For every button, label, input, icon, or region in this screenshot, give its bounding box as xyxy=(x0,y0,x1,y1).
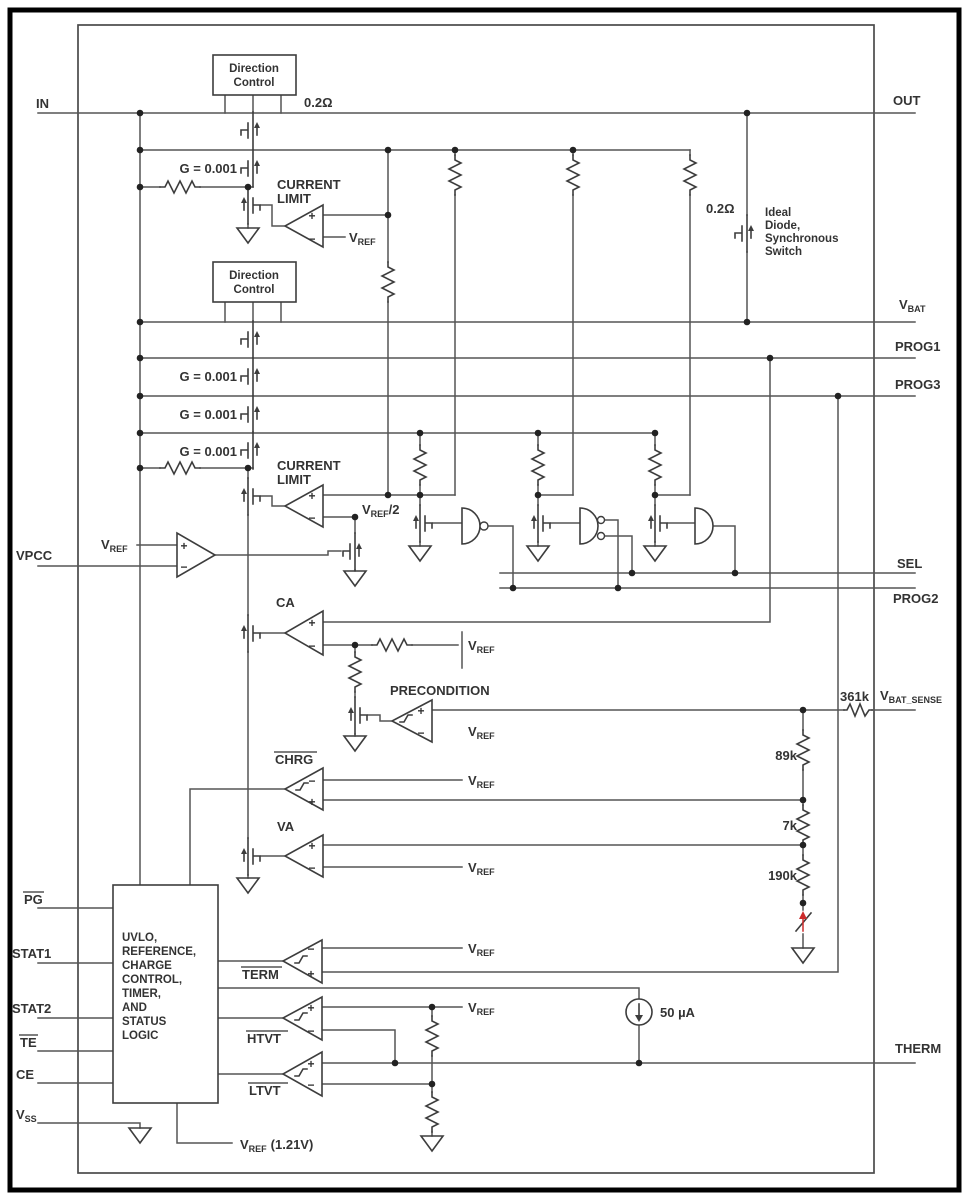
ideal-diode-label: Synchronous xyxy=(765,233,839,245)
gain-label: G = 0.001 xyxy=(179,369,237,384)
mosfet-icon xyxy=(531,505,550,542)
inverter-bubble-icon xyxy=(598,517,605,524)
mosfet-icon xyxy=(241,396,260,433)
minus-sign: − xyxy=(307,1078,315,1092)
pin-label-ce: CE xyxy=(16,1067,35,1082)
ca-amplifier xyxy=(285,611,323,655)
ground-icon xyxy=(344,736,366,751)
junction-dots xyxy=(137,110,842,1088)
va-amplifier xyxy=(285,835,323,877)
pin-label-prog3: PROG3 xyxy=(895,377,941,392)
va-label: VA xyxy=(277,819,295,834)
resistor-icon xyxy=(684,155,696,195)
plus-sign: + xyxy=(417,704,425,718)
ideal-diode-label: Ideal xyxy=(765,207,792,219)
resistor-icon xyxy=(372,639,412,651)
ground-icon xyxy=(527,546,549,561)
pin-label-sel: SEL xyxy=(897,556,923,571)
vss-ground-icon xyxy=(129,1128,151,1143)
plus-sign: + xyxy=(180,539,188,553)
direction-control-label: Direction xyxy=(229,270,279,282)
direction-control-label: Control xyxy=(233,284,275,296)
resistor-icon xyxy=(414,445,426,485)
pin-label-te: TE xyxy=(20,1035,37,1050)
resistor-89k-value: 89k xyxy=(775,748,797,763)
sense-resistor-value: 0.2Ω xyxy=(304,95,333,110)
gain-label: G = 0.001 xyxy=(179,444,237,459)
minus-sign: − xyxy=(417,726,425,740)
chrg-label: CHRG xyxy=(275,752,314,767)
plus-sign: + xyxy=(308,616,316,630)
ground-icon xyxy=(644,546,666,561)
current-limit-label: CURRENT xyxy=(277,177,341,192)
precondition-label: PRECONDITION xyxy=(390,683,490,698)
mosfet-icon xyxy=(241,478,260,515)
vref-label: $V_{REF}$ xyxy=(468,941,495,958)
mosfet-icon xyxy=(413,505,432,542)
ground-icon xyxy=(344,571,366,586)
pin-label-pg: PG xyxy=(24,892,43,907)
block-text: AND xyxy=(122,1002,147,1014)
vref-label: $V_{REF}$ xyxy=(349,230,376,247)
vref-label: $V_{REF}$ xyxy=(101,537,128,554)
ltvt-label: LTVT xyxy=(249,1083,281,1098)
resistor-361k-value: 361k xyxy=(840,689,869,704)
ltvt-comparator xyxy=(283,1052,322,1096)
block-text: LOGIC xyxy=(122,1030,159,1042)
pin-label-stat1: STAT1 xyxy=(12,946,52,961)
current-limit-amp-2 xyxy=(285,485,323,527)
minus-sign: − xyxy=(180,560,188,574)
resistor-icon xyxy=(160,462,200,474)
gain-label: G = 0.001 xyxy=(179,161,237,176)
mosfet-icon xyxy=(241,187,260,224)
current-limit-label: CURRENT xyxy=(277,458,341,473)
htvt-comparator xyxy=(283,997,322,1040)
resistor-icon xyxy=(382,262,394,302)
direction-control-label: Control xyxy=(233,77,275,89)
ground-icon xyxy=(237,878,259,893)
direction-control-box-1 xyxy=(213,55,296,95)
term-comparator xyxy=(283,940,322,983)
pin-label-out: OUT xyxy=(893,93,921,108)
mosfet-icon xyxy=(241,615,260,652)
mosfet-icon xyxy=(241,150,260,187)
plus-sign: + xyxy=(308,795,316,809)
current-limit-label: LIMIT xyxy=(277,191,311,206)
plus-sign: + xyxy=(307,1057,315,1071)
resistor-361k-icon xyxy=(844,704,872,716)
direction-control-box-2 xyxy=(213,262,296,302)
ground-icon xyxy=(792,948,814,963)
plus-sign: + xyxy=(307,967,315,981)
pin-label-prog1: PROG1 xyxy=(895,339,941,354)
ideal-diode-mosfet-icon xyxy=(735,215,754,252)
term-label: TERM xyxy=(242,967,279,982)
htvt-label: HTVT xyxy=(247,1031,281,1046)
current-source-value: 50 µA xyxy=(660,1005,695,1020)
mosfet-icon xyxy=(241,838,260,875)
block-text: UVLO, xyxy=(122,932,158,944)
direction-control-label: Direction xyxy=(229,63,279,75)
mosfet-icon xyxy=(648,505,667,542)
vref-label: $V_{REF}$ xyxy=(468,773,495,790)
mosfet-icon xyxy=(241,432,260,469)
and-gate-2 xyxy=(580,508,598,544)
resistor-icon xyxy=(532,445,544,485)
resistor-icon xyxy=(349,652,361,692)
plus-sign: + xyxy=(308,839,316,853)
mosfet-icon xyxy=(241,321,260,358)
resistor-7k-icon xyxy=(797,805,809,845)
ground-icon xyxy=(237,228,259,243)
block-text: REFERENCE, xyxy=(122,946,197,958)
inverter-bubble-icon xyxy=(480,522,488,530)
minus-sign: − xyxy=(308,774,316,788)
ideal-diode-label: Diode, xyxy=(765,220,801,232)
vref-label: $V_{REF}$ xyxy=(468,724,495,741)
vref-label: $V_{REF}$ xyxy=(468,1000,495,1017)
block-text: CONTROL, xyxy=(122,974,183,986)
switch-icon xyxy=(796,911,811,931)
current-source-icon xyxy=(626,999,652,1025)
plus-sign: + xyxy=(308,489,316,503)
minus-sign: − xyxy=(308,232,316,246)
vref-label: $V_{REF}$ xyxy=(468,860,495,877)
minus-sign: − xyxy=(308,511,316,525)
minus-sign: − xyxy=(307,942,315,956)
current-limit-amp-1 xyxy=(285,205,323,247)
and-gate-1 xyxy=(462,508,480,544)
resistor-icon xyxy=(567,155,579,195)
mosfet-icon xyxy=(241,112,260,149)
pin-label-vbat: $V_{BAT}$ xyxy=(899,297,926,314)
minus-sign: − xyxy=(307,1024,315,1038)
block-text: TIMER, xyxy=(122,988,161,1000)
and-gate-3 xyxy=(695,508,713,544)
precondition-comparator xyxy=(392,700,432,742)
minus-sign: − xyxy=(308,861,316,875)
resistor-icon xyxy=(426,1092,438,1132)
ideal-diode-label: Switch xyxy=(765,246,803,258)
current-limit-label: LIMIT xyxy=(277,472,311,487)
block-text: CHARGE xyxy=(122,960,172,972)
ca-label: CA xyxy=(276,595,295,610)
pin-label-vpcc: VPCC xyxy=(16,548,53,563)
pin-label-vbat-sense: $V_{BAT\_SENSE}$ xyxy=(880,688,943,705)
ground-icon xyxy=(409,546,431,561)
resistor-7k-value: 7k xyxy=(782,818,797,833)
resistor-89k-icon xyxy=(797,730,809,770)
resistor-icon xyxy=(649,445,661,485)
vref-half-label: $V_{REF}/2$ xyxy=(362,502,400,519)
chrg-comparator xyxy=(285,768,323,810)
pin-label-stat2: STAT2 xyxy=(12,1001,52,1016)
plus-sign: + xyxy=(307,1001,315,1015)
vref-121-label: $V_{REF}$ (1.21V) xyxy=(240,1137,314,1154)
pin-label-prog2: PROG2 xyxy=(893,591,939,606)
minus-sign: − xyxy=(308,639,316,653)
pin-label-in: IN xyxy=(36,96,49,111)
ground-icon xyxy=(421,1136,443,1151)
mosfet-icon xyxy=(241,358,260,395)
block-text: STATUS xyxy=(122,1016,167,1028)
resistor-icon xyxy=(449,155,461,195)
pin-label-therm: THERM xyxy=(895,1041,942,1056)
resistor-190k-value: 190k xyxy=(768,868,797,883)
plus-sign: + xyxy=(308,209,316,223)
mosfet-icon xyxy=(348,697,367,734)
mosfet-icon xyxy=(343,533,362,570)
resistor-icon xyxy=(160,181,200,193)
inverter-bubble-icon xyxy=(598,533,605,540)
pin-label-vss: $V_{SS}$ xyxy=(16,1107,37,1124)
gain-label: G = 0.001 xyxy=(179,407,237,422)
resistor-190k-icon xyxy=(797,855,809,895)
ideal-diode-resistor-value: 0.2Ω xyxy=(706,201,735,216)
vref-label: $V_{REF}$ xyxy=(468,638,495,655)
resistor-icon xyxy=(426,1016,438,1056)
